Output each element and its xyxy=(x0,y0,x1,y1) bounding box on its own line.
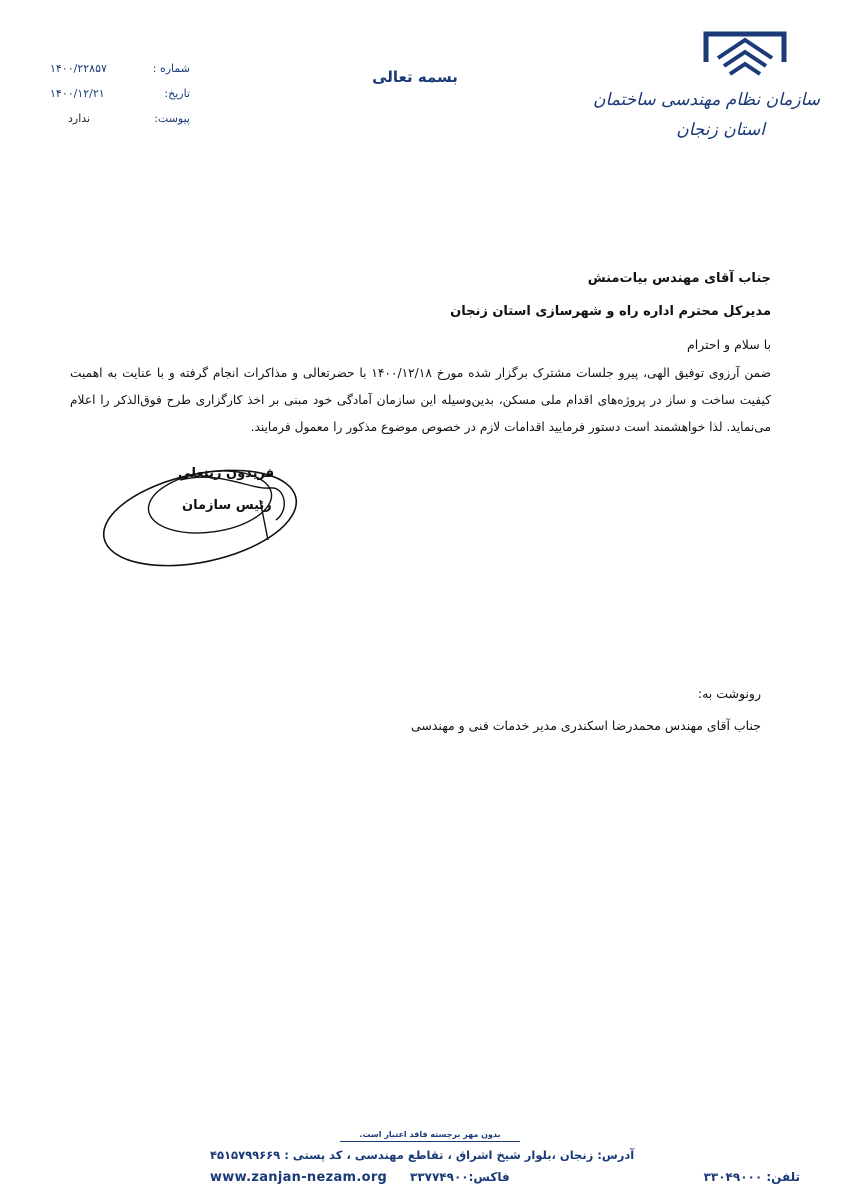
org-name-line2: استان زنجان xyxy=(676,120,765,140)
number-label: شماره : xyxy=(152,62,190,75)
attachment-value: ندارد xyxy=(68,112,91,125)
letter-meta xyxy=(40,62,190,137)
footer-address: آدرس: زنجان ،بلوار شیخ اشراق ، تقاطع مهندسی ، کد پستی : ۴۵۱۵۷۹۹۶۶۹ xyxy=(210,1148,635,1162)
cc-recipient: جناب آقای مهندس محمدرضا اسکندری مدیر خدمات فنی و مهندسی xyxy=(410,718,761,733)
meta-attachment-row xyxy=(40,112,190,137)
meta-date-row xyxy=(40,87,190,112)
attachment-label: پیوست: xyxy=(154,112,190,125)
meta-number-row xyxy=(40,62,190,87)
addressee-line1: جناب آقای مهندس بیات‌منش xyxy=(587,271,771,286)
bismillah-heading: بسمه تعالی xyxy=(372,68,458,86)
addressee-line2: مدیرکل محترم اداره راه و شهرسازی استان زنجان xyxy=(450,304,771,319)
building-logo-icon xyxy=(700,30,790,90)
signatory-name: فریدون زینعلی xyxy=(178,466,275,481)
org-name-line1: سازمان نظام مهندسی ساختمان xyxy=(593,90,820,110)
number-value: ۱۴۰۰/۲۲۸۵۷ xyxy=(50,62,107,75)
date-value: ۱۴۰۰/۱۲/۲۱ xyxy=(50,87,105,100)
letter-body: ضمن آرزوی توفیق الهی، پیرو جلسات مشترک برگزار شده مورخ ۱۴۰۰/۱۲/۱۸ با حضرتعالی و مذاکرات انجام گرفته و با عنایت به اهمیت کیفیت ساخت و ساز در پروژه‌های اقدام ملی مسکن، بدین‌وسیله این سازمان آمادگی خود مبنی بر اخذ کارگزاری طرح فوق‌الذکر را اعلام می‌نماید. لذا خواهشمند است دستور فرمایید اقدامات لازم در خصوص موضوع مذکور را معمول فرمایند. xyxy=(70,366,771,434)
phone-number: تلفن: ۳۳۰۴۹۰۰۰ xyxy=(703,1170,800,1184)
date-label: تاریخ: xyxy=(164,87,190,100)
greeting: با سلام و احترام xyxy=(687,337,771,352)
seal-validity-note: بدون مهر برجسته فاقد اعتبار است. xyxy=(340,1130,520,1142)
fax-number: فاکس:۳۳۷۷۴۹۰۰ xyxy=(410,1170,510,1184)
org-logo xyxy=(593,30,820,160)
cc-label: رونوشت به: xyxy=(697,686,761,701)
signatory-title: رئیس سازمان xyxy=(182,498,272,513)
website-link[interactable]: www.zanjan-nezam.org xyxy=(210,1170,388,1185)
